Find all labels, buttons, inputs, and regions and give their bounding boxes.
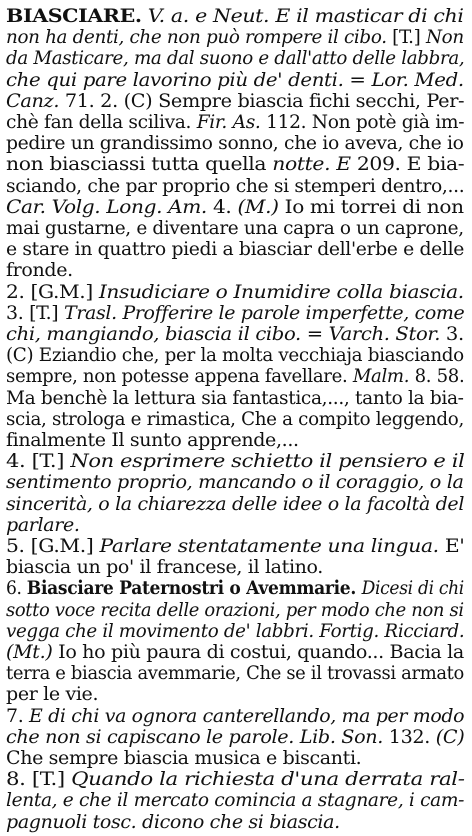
italic-text: sentimento proprio, mancando o il coraggio, o la (6, 471, 464, 494)
text-run: E' (444, 535, 465, 557)
text-run: non biasciassi tutta quella (6, 153, 273, 176)
italic-text: non ha denti, che non può rompere il cibo. (6, 26, 393, 49)
text-run: 2. [G.M.] (6, 280, 99, 303)
italic-text: Non esprimere schietto il pensiero e il (70, 450, 465, 473)
italic-text: da Masticare, ma dal suono e dall'atto delle labbra, (6, 47, 465, 70)
italic-text: chi, mangiando, biascia il cibo. = Varch. Stor. (6, 323, 446, 345)
text-run: (C) Eziandio che, per la molta vecchiaja biasciando (6, 344, 464, 367)
text-run: scia, strologa e rimastica, Che a compito leggendo, (6, 407, 464, 430)
text-run: fronde. (6, 259, 73, 282)
text-run: 7. (6, 704, 30, 727)
text-run: 8. 58. (414, 365, 465, 388)
italic-text: Parlare stentatamente una lingua. (99, 535, 445, 557)
italic-text: parlare. (6, 513, 80, 536)
entry-line (6, 810, 340, 834)
italic-text: Non (425, 26, 464, 49)
text-run: 132. (388, 725, 436, 748)
italic-text: E di chi va ognora canterellando, ma per modo (29, 704, 465, 727)
italic-text: notte. E (272, 153, 357, 176)
text-run: e stare in quattro piedi a biasciar dell'erbe e delle (6, 238, 464, 261)
italic-text: (M.) (237, 195, 285, 218)
text-run: sempre, non potesse appena favellare. (6, 365, 353, 388)
italic-text: che qui pare lavorino più de' denti. = Lor. Med. (6, 68, 464, 91)
italic-text: Canz. (6, 89, 65, 112)
text-run: 6. (6, 577, 27, 600)
text-run: 209. E bia- (356, 153, 465, 176)
text-run: terra e biascia avemmarie, Che se il trovassi armato (6, 662, 465, 685)
italic-text: Malm. (352, 365, 415, 388)
text-run: 112. Non potè già im- (266, 111, 465, 133)
headword: Biasciare Paternostri o Avemmarie. (26, 577, 362, 600)
italic-text: pagnuoli tosc. dicono che si biascia. (6, 810, 340, 833)
text-run: 71. 2. (C) Sempre biascia fichi secchi, Per- (64, 89, 465, 112)
italic-text: Dicesi di chi (361, 577, 464, 600)
italic-text: sotto voce recita delle orazioni, per modo che non si (6, 598, 464, 621)
text-run: mai gustarne, e diventare una capra o un caprone, (6, 217, 464, 239)
text-run: Io mi torrei di non (284, 195, 464, 218)
text-run: Che sempre biascia musica e biscanti. (6, 747, 362, 769)
text-run: 4. [T.] (6, 450, 71, 473)
italic-text: V. a. e Neut. E il masticar di chi (141, 5, 464, 27)
italic-text: lenta, e che il mercato comincia a stagnare, i cam- (6, 789, 465, 812)
entry-line (6, 237, 464, 261)
text-run: [T.] (392, 26, 426, 49)
text-run: pedire un grandissimo sonno, che io aveva, che io (6, 132, 464, 155)
italic-text: (Mt.) (6, 641, 59, 663)
italic-text: sincerità, o la chiarezza delle idee o la facoltà del (6, 492, 465, 515)
text-run: Ma benchè la lettura sia fantastica,..., tanto la bia- (6, 386, 464, 409)
text-run: chè fan della sciliva. (6, 111, 197, 133)
text-run: finalmente Il sunto apprende,... (6, 429, 299, 451)
headword: BIASCIARE. (6, 5, 142, 27)
italic-text: Insudiciare o Inumidire colla biascia. (98, 280, 464, 303)
text-run: sciando, che par proprio che si stemperi dentro,... (6, 174, 465, 197)
text-run: 5. [G.M.] (6, 535, 100, 557)
text-run: per le vie. (6, 683, 99, 706)
text-run: 3. [T.] (6, 301, 65, 324)
italic-text: Quando la richiesta d'una derrata ral- (71, 768, 465, 791)
text-run: Io ho più paura di costui, quando... Bacia la (58, 641, 464, 663)
italic-text: che non si capiscano le parole. Lib. Son. (6, 725, 389, 748)
italic-text: vegga che il movimento de' labbri. Fortig. Ricciard. (6, 619, 465, 642)
dictionary-entry-column (6, 4, 466, 832)
text-run: 3. (445, 323, 464, 345)
italic-text: Car. Volg. Long. Am. (6, 195, 213, 218)
italic-text: Fir. As. (196, 111, 267, 133)
italic-text: Trasl. Profferire le parole imperfette, come (64, 301, 465, 324)
italic-text: (C) (435, 725, 465, 748)
text-run: 4. (212, 195, 238, 218)
text-run: biascia un po' il francese, il latino. (6, 556, 324, 579)
text-run: 8. [T.] (6, 768, 72, 791)
